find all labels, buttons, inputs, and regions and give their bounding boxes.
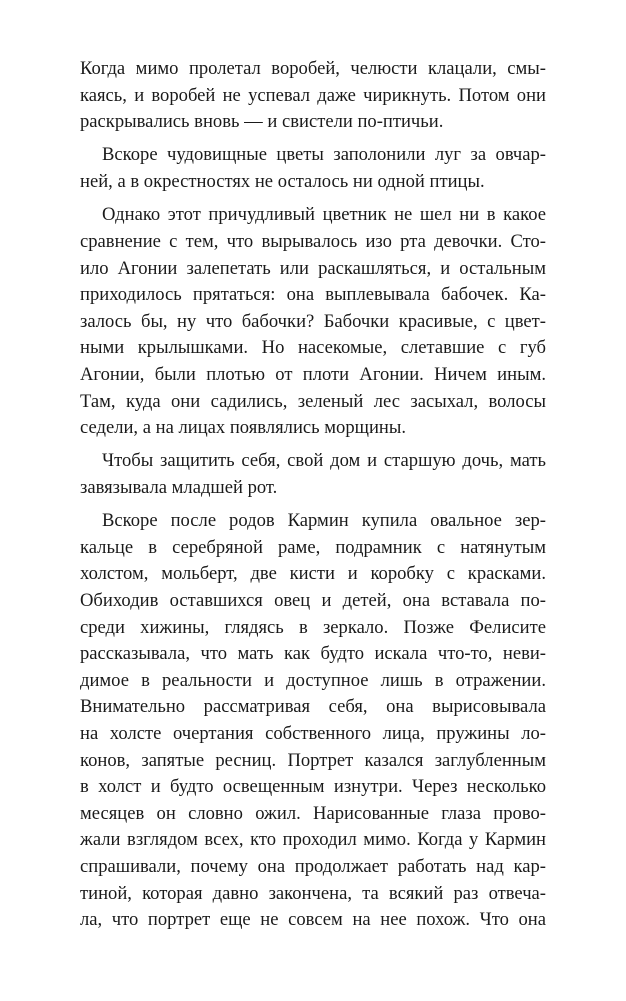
text-line: кальце в серебряной раме, подрамник с натянутым <box>80 536 546 558</box>
text-line: ней, а в окрестностях не осталось ни одной птицы. <box>80 171 485 193</box>
text-line: ило Агонии залепетать или раскашляться, и остальным <box>80 257 546 279</box>
text-line: завязывала младшей рот. <box>80 476 278 498</box>
text-line: Внимательно рассматривая себя, она вырисовывала <box>80 696 546 718</box>
text-line: тиной, которая давно закончена, та всякий раз отвеча- <box>80 882 546 904</box>
text-line: ла, что портрет еще не совсем на нее похож. Что она <box>80 909 546 931</box>
text-line: Однако этот причудливый цветник не шел ни в какое <box>102 204 546 226</box>
paragraph-2 <box>80 142 546 195</box>
text-line: месяцев он словно ожил. Нарисованные глаза прово- <box>80 802 546 824</box>
text-line: Агонии, были плотью от плоти Агонии. Ничем иным. <box>80 363 546 385</box>
text-line: на холсте очертания собственного лица, пружины ло- <box>80 723 546 744</box>
text-line: каясь, и воробей не успевал даже чирикнуть. Потом они <box>80 84 546 106</box>
text-line: залось бы, ну что бабочки? Бабочки красивые, с цвет- <box>80 310 546 332</box>
text-line: жали взглядом всех, кто проходил мимо. Когда у Кармин <box>80 829 546 851</box>
text-line: димое в реальности и доступное лишь в отражении. <box>80 669 546 691</box>
text-line: среди хижины, глядясь в зеркало. Позже Фелисите <box>80 616 546 638</box>
text-line: Вскоре чудовищные цветы заполонили луг за овчар- <box>102 144 546 166</box>
text-line: спрашивали, почему она продолжает работать над кар- <box>80 855 546 877</box>
text-line: конов, запятые ресниц. Портрет казался заглубленным <box>80 749 546 771</box>
text-line: приходилось прятаться: она выплевывала бабочек. Ка- <box>80 284 546 306</box>
text-line: Чтобы защитить себя, свой дом и старшую дочь, мать <box>102 450 546 472</box>
paragraph-3 <box>80 202 546 441</box>
text-line: ными крылышками. Но насекомые, слетавшие с губ <box>80 337 546 359</box>
text-line: Там, куда они садились, зеленый лес засыхал, волосы <box>80 390 546 412</box>
text-line: рассказывала, что мать как будто искала что-то, неви- <box>80 643 546 665</box>
text-line: раскрывались вновь — и свистели по-птичьи. <box>80 111 444 133</box>
paragraph-5 <box>80 508 546 934</box>
paragraph-4 <box>80 448 546 501</box>
text-line: сравнение с тем, что вырывалось изо рта девочки. Сто- <box>80 230 546 252</box>
text-line: холстом, мольберт, две кисти и коробку с красками. <box>80 563 546 585</box>
text-line: Вскоре после родов Кармин купила овальное зер- <box>102 510 546 532</box>
text-line: седели, а на лицах появлялись морщины. <box>80 417 406 439</box>
book-page <box>80 56 546 940</box>
paragraph-1 <box>80 56 546 136</box>
text-line: Обиходив оставшихся овец и детей, она вставала по- <box>80 590 546 612</box>
text-line: Когда мимо пролетал воробей, челюсти клацали, смы- <box>80 58 546 79</box>
text-line: в холст и будто освещенным изнутри. Через несколько <box>80 776 546 798</box>
